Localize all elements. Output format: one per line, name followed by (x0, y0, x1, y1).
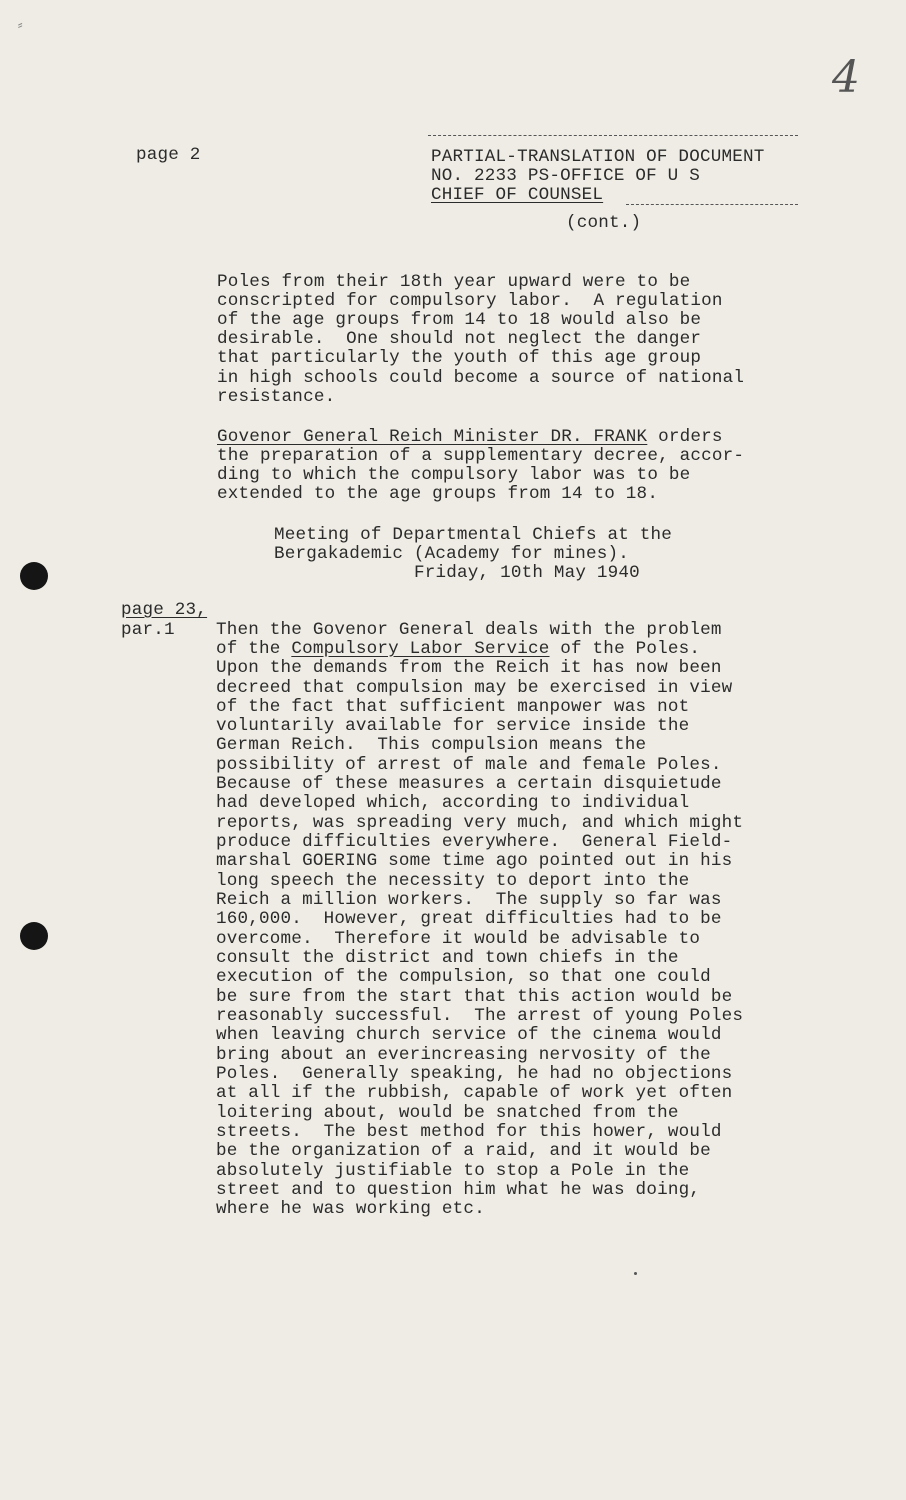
binder-hole-top (20, 562, 48, 590)
para3-line: at all if the rubbish, capable of work yet often (216, 1083, 733, 1103)
para3-line: Upon the demands from the Reich it has now been (216, 658, 722, 678)
para3-line: 160,000. However, great difficulties had to be (216, 909, 722, 929)
para3-line-2-post: of the Poles. (549, 639, 701, 659)
para3-line: reasonably successful. The arrest of young Poles (216, 1006, 744, 1026)
para3-line: street and to question him what he was doing, (216, 1180, 701, 1200)
reference-page: page 23, (121, 600, 208, 620)
para3-line: voluntarily available for service inside the (216, 716, 690, 736)
para3-line: execution of the compulsion, so that one could (216, 967, 711, 987)
para3-line: marshal GOERING some time ago pointed out in his (216, 851, 733, 871)
header-line-1: PARTIAL-TRANSLATION OF DOCUMENT (431, 147, 765, 167)
para1-line: conscripted for compulsory labor. A regulation (217, 291, 723, 311)
header-line-2: NO. 2233 PS-OFFICE OF U S (431, 166, 700, 186)
para3-line-1: Then the Govenor General deals with the problem (216, 620, 722, 640)
corner-mark: ⸗ (16, 18, 25, 34)
para2-line-4: extended to the age groups from 14 to 18. (217, 484, 659, 504)
para3-line: overcome. Therefore it would be advisable to (216, 929, 701, 949)
para3-line: Poles. Generally speaking, he had no objections (216, 1064, 733, 1084)
meeting-line-2: Bergakademic (Academy for mines). (274, 544, 630, 564)
para1-line: of the age groups from 14 to 18 would also be (217, 310, 702, 330)
compulsory-labor-service: Compulsory Labor Service (291, 639, 550, 659)
para1-line: Poles from their 18th year upward were to be (217, 272, 691, 292)
para3-line: be sure from the start that this action would be (216, 987, 733, 1007)
handwritten-page-number: 4 (832, 52, 860, 103)
para3-line-2-pre: of the (216, 639, 292, 659)
para3-line: Because of these measures a certain disquietude (216, 774, 722, 794)
frank-name: Govenor General Reich Minister DR. FRANK (217, 427, 648, 447)
para3-line: long speech the necessity to deport into the (216, 871, 690, 891)
ink-speck (634, 1272, 637, 1275)
header-top-rule (428, 135, 798, 136)
binder-hole-bottom (20, 922, 48, 950)
para3-line: decreed that compulsion may be exercised in view (216, 678, 733, 698)
para1-line: in high schools could become a source of national (217, 368, 745, 388)
para2-line-2: the preparation of a supplementary decree, accor- (217, 446, 745, 466)
para2-line-1-rest: orders (647, 427, 723, 447)
para3-line: consult the district and town chiefs in the (216, 948, 679, 968)
header-cont: (cont.) (566, 213, 642, 233)
para3-line: German Reich. This compulsion means the (216, 735, 647, 755)
para3-line: where he was working etc. (216, 1199, 485, 1219)
para2-line-1 (217, 428, 723, 447)
para1-line: resistance. (217, 387, 336, 407)
para3-line: had developed which, according to individual (216, 793, 690, 813)
para3-line: when leaving church service of the cinema would (216, 1025, 722, 1045)
para3-line: absolutely justifiable to stop a Pole in the (216, 1161, 690, 1181)
para2-line-3: ding to which the compulsory labor was to be (217, 465, 691, 485)
para3-line: possibility of arrest of male and female Poles. (216, 755, 722, 775)
page-label: page 2 (136, 145, 201, 165)
para3-line: bring about an everincreasing nervosity of the (216, 1045, 711, 1065)
para1-line: desirable. One should not neglect the danger (217, 329, 702, 349)
para3-line: produce difficulties everywhere. General Field- (216, 832, 733, 852)
para3-line-2 (216, 640, 700, 659)
meeting-line-3: Friday, 10th May 1940 (414, 563, 640, 583)
para3-line: loitering about, would be snatched from the (216, 1103, 679, 1123)
para3-line: be the organization of a raid, and it would be (216, 1141, 711, 1161)
para3-line: streets. The best method for this hower, would (216, 1122, 722, 1142)
meeting-line-1: Meeting of Departmental Chiefs at the (274, 525, 673, 545)
para3-line: of the fact that sufficient manpower was not (216, 697, 690, 717)
para1-line: that particularly the youth of this age group (217, 348, 702, 368)
para3-line: Reich a million workers. The supply so far was (216, 890, 722, 910)
para3-line: reports, was spreading very much, and which might (216, 813, 744, 833)
header-bottom-rule (626, 204, 798, 205)
header-line-3: CHIEF OF COUNSEL (431, 185, 604, 205)
reference-par: par.1 (121, 620, 175, 640)
